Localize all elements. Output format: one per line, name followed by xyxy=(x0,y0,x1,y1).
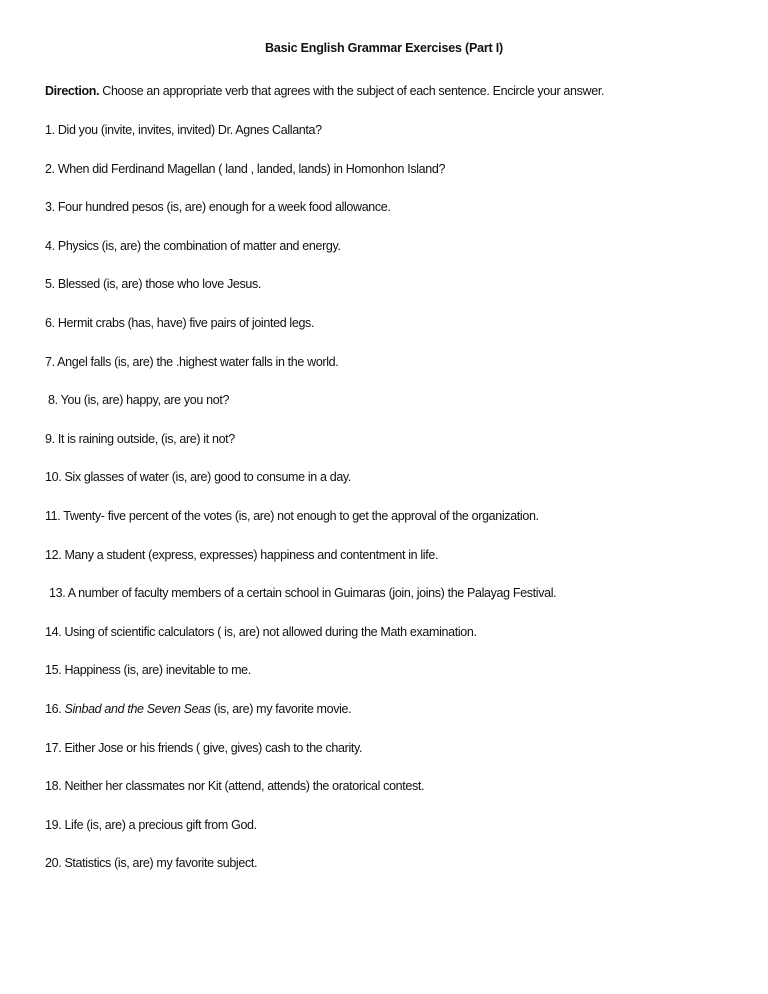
item-prefix: 16. xyxy=(45,701,65,716)
exercise-item: 12. Many a student (express, expresses) happiness and contentment in life. xyxy=(45,547,439,562)
exercise-item xyxy=(45,702,556,741)
exercise-item: 6. Hermit crabs (has, have) five pairs of jointed legs. xyxy=(45,315,315,330)
exercise-item: 1. Did you (invite, invites, invited) Dr. Agnes Callanta? xyxy=(45,123,322,137)
exercise-item: 11. Twenty- five percent of the votes (is, are) not enough to get the approval of the organization. xyxy=(45,508,539,523)
direction-instruction: Choose an appropriate verb that agrees with the subject of each sentence. Encircle your answer. xyxy=(99,84,605,98)
exercise-item: 4. Physics (is, are) the combination of matter and energy. xyxy=(45,238,341,253)
exercise-item: 19. Life (is, are) a precious gift from God. xyxy=(45,817,257,832)
exercise-item: 9. It is raining outside, (is, are) it not? xyxy=(45,431,235,446)
movie-title: Sinbad and the Seven Seas xyxy=(64,701,211,716)
exercise-item: 5. Blessed (is, are) those who love Jesus. xyxy=(45,277,261,292)
exercise-item: 10. Six glasses of water (is, are) good to consume in a day. xyxy=(45,470,352,485)
item-suffix: (is, are) my favorite movie. xyxy=(210,701,352,716)
exercise-item: 17. Either Jose or his friends ( give, gives) cash to the charity. xyxy=(45,740,363,755)
exercise-list xyxy=(45,123,556,895)
exercise-item: 8. You (is, are) happy, are you not? xyxy=(48,393,230,408)
exercise-item: 14. Using of scientific calculators ( is, are) not allowed during the Math examination. xyxy=(45,624,477,639)
page-title: Basic English Grammar Exercises (Part I) xyxy=(265,41,503,55)
exercise-item: 2. When did Ferdinand Magellan ( land , landed, lands) in Homonhon Island? xyxy=(45,161,446,176)
exercise-item: 3. Four hundred pesos (is, are) enough for a week food allowance. xyxy=(45,200,391,215)
direction-label: Direction. xyxy=(45,84,100,98)
exercise-item: 18. Neither her classmates nor Kit (attend, attends) the oratorical contest. xyxy=(45,779,425,794)
exercise-item: 20. Statistics (is, are) my favorite subject. xyxy=(45,856,258,871)
direction-text xyxy=(45,84,604,98)
exercise-item: 7. Angel falls (is, are) the .highest water falls in the world. xyxy=(45,354,339,369)
exercise-item: 15. Happiness (is, are) inevitable to me. xyxy=(45,663,251,678)
exercise-item: 13. A number of faculty members of a certain school in Guimaras (join, joins) the Palayag Festival. xyxy=(49,586,557,601)
